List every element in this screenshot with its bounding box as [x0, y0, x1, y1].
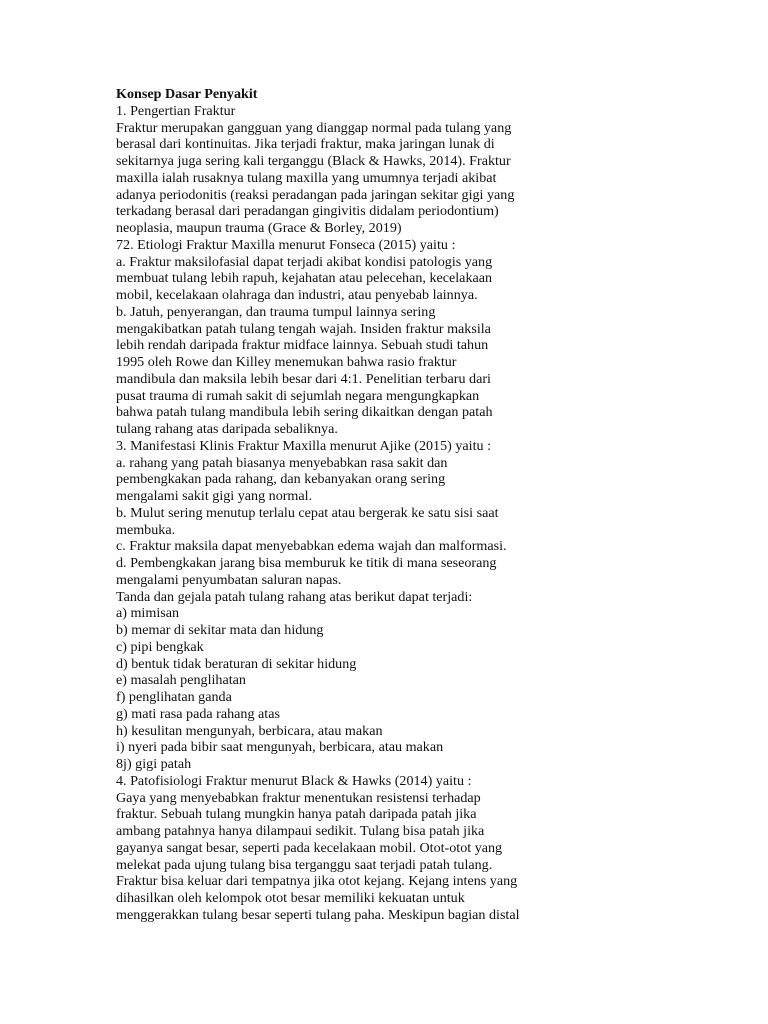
- document-line: maxilla ialah rusaknya tulang maxilla yang umumnya terjadi akibat: [116, 169, 497, 186]
- document-line: Gaya yang menyebabkan fraktur menentukan resistensi terhadap: [116, 789, 481, 806]
- document-line: b. Mulut sering menutup terlalu cepat atau bergerak ke satu sisi saat: [116, 504, 499, 521]
- document-line: sekitarnya juga sering kali terganggu (Black & Hawks, 2014). Fraktur: [116, 153, 511, 169]
- document-line: melekat pada ujung tulang bisa terganggu saat terjadi patah tulang.: [116, 856, 493, 873]
- document-line: i) nyeri pada bibir saat mengunyah, berbicara, atau makan: [116, 739, 444, 756]
- document-line: a. rahang yang patah biasanya menyebabkan rasa sakit dan: [116, 454, 448, 471]
- document-line: terkadang berasal dari peradangan gingivitis didalam periodontium): [116, 203, 499, 220]
- document-line: pusat trauma di rumah sakit di sejumlah negara mengungkapkan: [116, 387, 480, 404]
- document-line: b) memar di sekitar mata dan hidung: [116, 622, 324, 638]
- document-line: mandibula dan maksila lebih besar dari 4:1. Penelitian terbaru dari: [116, 370, 491, 387]
- document-line: Fraktur merupakan gangguan yang dianggap normal pada tulang yang: [116, 119, 512, 136]
- document-page: [116, 86, 566, 924]
- document-line: tulang rahang atas daripada sebaliknya.: [116, 421, 338, 437]
- document-line: c) pipi bengkak: [116, 638, 204, 655]
- document-line: e) masalah penglihatan: [116, 672, 246, 689]
- document-line: g) mati rasa pada rahang atas: [116, 705, 280, 722]
- document-line: mobil, kecelakaan olahraga dan industri, atau penyebab lainnya.: [116, 287, 478, 303]
- document-line: membuat tulang lebih rapuh, kejahatan atau pelecehan, kecelakaan: [116, 270, 493, 287]
- document-line: adanya periodonitis (reaksi peradangan pada jaringan sekitar gigi yang: [116, 186, 515, 203]
- document-line: h) kesulitan mengunyah, berbicara, atau makan: [116, 722, 383, 739]
- document-line: menggerakkan tulang besar seperti tulang paha. Meskipun bagian distal: [116, 906, 520, 923]
- document-line: lebih rendah daripada fraktur midface lainnya. Sebuah studi tahun: [116, 337, 489, 354]
- document-line: pembengkakan pada rahang, dan kebanyakan orang sering: [116, 471, 446, 488]
- document-line: a. Fraktur maksilofasial dapat terjadi akibat kondisi patologis yang: [116, 253, 493, 270]
- document-line: 4. Patofisiologi Fraktur menurut Black & Hawks (2014) yaitu :: [116, 772, 472, 789]
- document-line: d. Pembengkakan jarang bisa memburuk ke titik di mana seseorang: [116, 555, 497, 571]
- document-line: Fraktur bisa keluar dari tempatnya jika otot kejang. Kejang intens yang: [116, 873, 518, 890]
- document-line: d) bentuk tidak beraturan di sekitar hidung: [116, 655, 357, 672]
- document-line: dihasilkan oleh kelompok otot besar memiliki kekuatan untuk: [116, 890, 465, 906]
- document-line: bahwa patah tulang mandibula lebih sering dikaitkan dengan patah: [116, 404, 493, 421]
- document-line: mengalami penyumbatan saluran napas.: [116, 571, 342, 588]
- document-line: 8j) gigi patah: [116, 756, 192, 772]
- document-line: neoplasia, maupun trauma (Grace & Borley, 2019): [116, 220, 402, 236]
- document-line: membuka.: [116, 521, 176, 538]
- document-line: fraktur. Sebuah tulang mungkin hanya patah daripada patah jika: [116, 806, 477, 823]
- document-title: Konsep Dasar Penyakit: [116, 86, 258, 102]
- document-body: [116, 103, 566, 924]
- document-line: mengalami sakit gigi yang normal.: [116, 488, 313, 504]
- document-line: b. Jatuh, penyerangan, dan trauma tumpul lainnya sering: [116, 303, 436, 320]
- document-line: Tanda dan gejala patah tulang rahang atas berikut dapat terjadi:: [116, 588, 473, 605]
- document-line: 72. Etiologi Fraktur Maxilla menurut Fonseca (2015) yaitu :: [116, 236, 456, 253]
- document-line: berasal dari kontinuitas. Jika terjadi fraktur, maka jaringan lunak di: [116, 136, 495, 153]
- document-line: ambang patahnya hanya dilampaui sedikit. Tulang bisa patah jika: [116, 823, 485, 839]
- document-line: gayanya sangat besar, seperti pada kecelakaan mobil. Otot-otot yang: [116, 839, 503, 856]
- document-line: 1. Pengertian Fraktur: [116, 102, 236, 119]
- document-line: mengakibatkan patah tulang tengah wajah. Insiden fraktur maksila: [116, 320, 491, 337]
- document-line: a) mimisan: [116, 605, 180, 622]
- document-line: 1995 oleh Rowe dan Killey menemukan bahwa rasio fraktur: [116, 354, 457, 370]
- document-line: f) penglihatan ganda: [116, 689, 232, 705]
- document-line: 3. Manifestasi Klinis Fraktur Maxilla menurut Ajike (2015) yaitu :: [116, 437, 491, 454]
- document-line: c. Fraktur maksila dapat menyebabkan edema wajah dan malformasi.: [116, 538, 507, 555]
